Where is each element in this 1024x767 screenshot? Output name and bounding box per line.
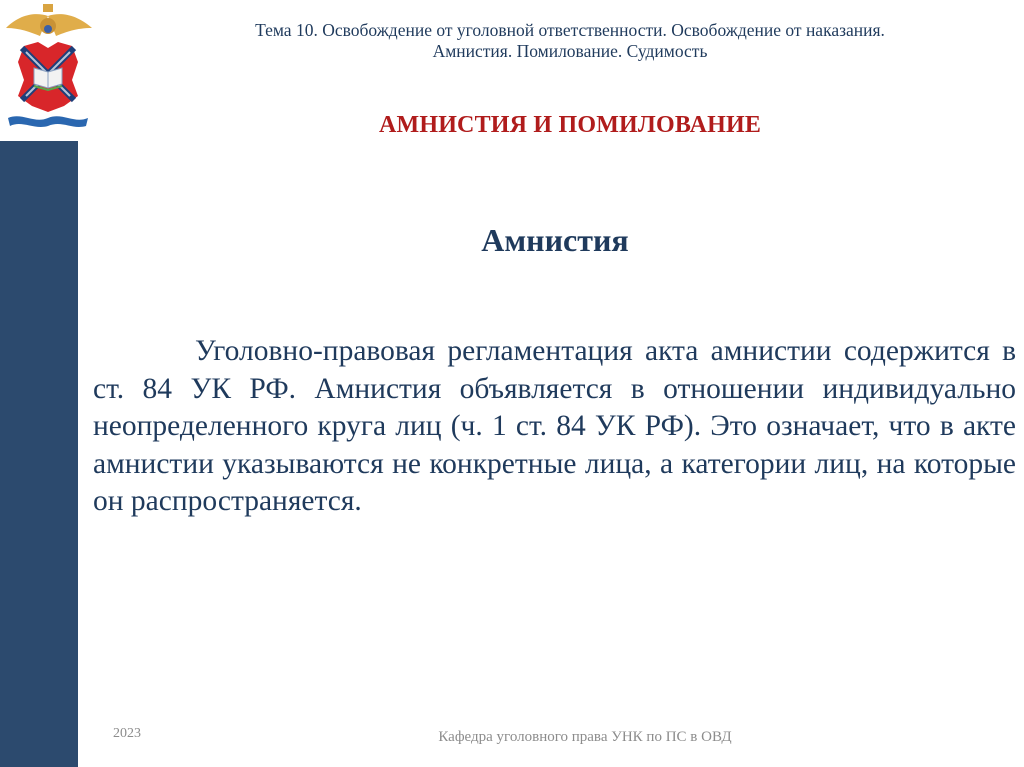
topic-title-line-1: Тема 10. Освобождение от уголовной ответственности. Освобождение от наказания. — [255, 20, 885, 40]
sidebar-bar — [0, 141, 78, 767]
footer-department: Кафедра уголовного права УНК по ПС в ОВД — [438, 729, 732, 745]
topic-title-line-2: Амнистия. Помилование. Судимость — [432, 41, 708, 61]
emblem-icon — [2, 2, 94, 130]
footer-year: 2023 — [113, 726, 141, 741]
topic-title — [140, 20, 1000, 62]
subsection-heading: Амнистия — [481, 222, 629, 258]
body-paragraph: Уголовно-правовая регламентация акта амнистии содержится в ст. 84 УК РФ. Амнистия объявляется в отношении индивидуально неопределенного круга лиц (ч. 1 ст. 84 УК РФ). Это означает, что в акте амнистии указываются не конкретные лица, а категории лиц, на которые он распространяется. — [93, 335, 1016, 517]
section-heading: АМНИСТИЯ И ПОМИЛОВАНИЕ — [378, 112, 762, 138]
